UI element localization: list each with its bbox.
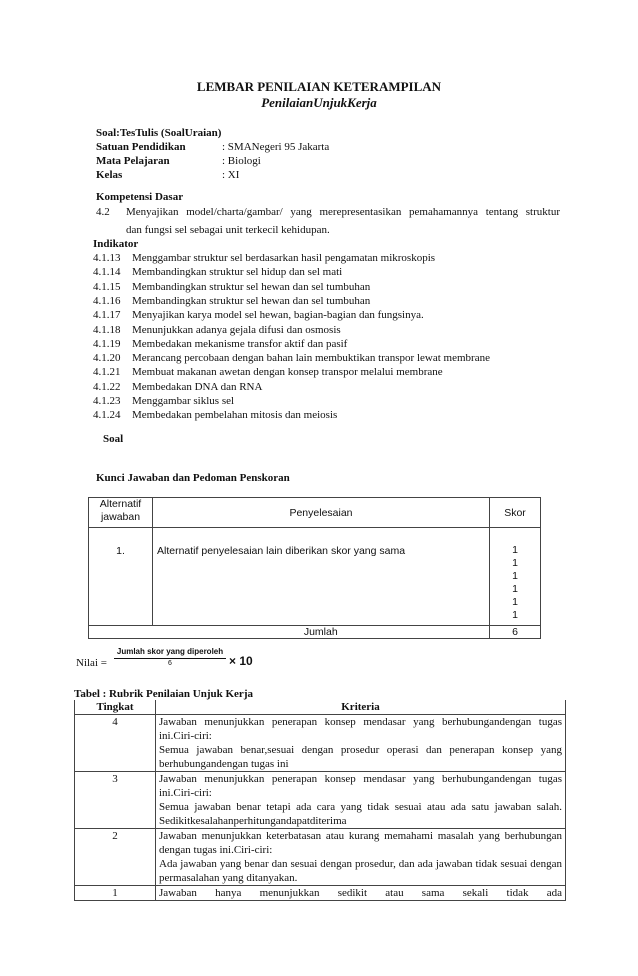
- score-5: 1: [512, 596, 518, 608]
- kompetensi-number: 4.2: [96, 206, 110, 218]
- indikator-text: Menggambar struktur sel berdasarkan hasil pengamatan mikroskopis: [132, 252, 436, 264]
- answer-row-text: Alternatif penyelesaian lain diberikan skor yang sama: [153, 528, 490, 626]
- total-label: Jumlah: [153, 626, 490, 639]
- indikator-text: Membandingkan struktur sel hewan dan sel tumbuhan: [132, 294, 371, 307]
- answer-row-scores: [490, 528, 541, 626]
- rubric-row-2: [75, 829, 566, 886]
- info-value-school: : SMANegeri 95 Jakarta: [222, 141, 330, 153]
- nilai-numerator: Jumlah skor yang diperoleh: [114, 647, 226, 659]
- info-value-class: : XI: [222, 169, 240, 181]
- answer-row-number: 1.: [89, 528, 153, 626]
- info-value-subject: : Biologi: [222, 155, 261, 167]
- rubric-row-4: [75, 715, 566, 772]
- info-label-subject: Mata Pelajaran: [96, 155, 170, 167]
- indikator-text: Membandingkan struktur sel hidup dan sel mati: [132, 266, 343, 279]
- indikator-text: Menggambar siklus sel: [132, 395, 235, 407]
- total-value: 6: [490, 626, 541, 639]
- soal-type: Soal:TesTulis (SoalUraian): [96, 127, 222, 139]
- answer-key-table: [88, 497, 541, 639]
- info-label-class: Kelas: [96, 169, 123, 181]
- kunci-heading: Kunci Jawaban dan Pedoman Penskoran: [96, 472, 290, 484]
- indikator-item: [93, 308, 424, 322]
- indikator-text: Membuat makanan awetan dengan konsep transpor melalui membrane: [132, 366, 443, 379]
- rubric-criteria-line: Jawaban hanya menunjukkan sedikit atau sama sekali tidak ada: [159, 887, 562, 899]
- indikator-item: [93, 365, 443, 379]
- nilai-multiplier: × 10: [229, 654, 253, 668]
- rubric-criteria-line: Ada jawaban yang benar dan sesuai dengan prosedur, dan ada jawaban tidak sesuai dengan permasalahan yang ditanyakan.: [159, 858, 562, 884]
- indikator-item: [93, 280, 370, 294]
- document-title: LEMBAR PENILAIAN KETERAMPILAN: [196, 79, 442, 94]
- nilai-fraction: [114, 647, 226, 669]
- kompetensi-heading: Kompetensi Dasar: [96, 191, 184, 203]
- rubric-header-criteria: Kriteria: [156, 700, 566, 715]
- score-4: 1: [512, 583, 518, 595]
- indikator-text: Membedakan pembelahan mitosis dan meiosis: [132, 409, 338, 422]
- score-2: 1: [512, 557, 518, 569]
- rubric-level: 2: [75, 829, 156, 886]
- indikator-number: 4.1.19: [93, 337, 121, 350]
- indikator-text: Menunjukkan adanya gejala difusi dan osmosis: [132, 323, 341, 336]
- rubric-row-1: [75, 886, 566, 901]
- indikator-item: [93, 251, 435, 265]
- rubric-level: 1: [75, 886, 156, 901]
- rubric-table: [74, 700, 566, 901]
- info-label-school: Satuan Pendidikan: [96, 141, 186, 153]
- score-1: 1: [512, 544, 518, 556]
- document-subtitle: PenilaianUnjukKerja: [261, 95, 377, 110]
- indikator-heading: Indikator: [93, 238, 139, 250]
- rubric-criteria-line: Semua jawaban benar tetapi ada cara yang tidak sesuai atau ada satu jawaban salah. Sedikitkesalahanperhitungandapatditerima: [159, 801, 562, 827]
- indikator-text: Menyajikan karya model sel hewan, bagian-bagian dan fungsinya.: [132, 309, 424, 322]
- header-alternatif-line2: jawaban: [100, 511, 141, 523]
- indikator-number: 4.1.24: [93, 409, 121, 422]
- indikator-number: 4.1.22: [93, 380, 121, 393]
- indikator-item: [93, 337, 347, 351]
- indikator-number: 4.1.21: [93, 366, 121, 379]
- indikator-text: Membedakan mekanisme transfor aktif dan pasif: [132, 337, 348, 350]
- rubric-criteria-line: Jawaban menunjukkan penerapan konsep mendasar yang berhubungandengan tugas ini.Ciri-ciri:: [159, 773, 562, 799]
- indikator-item: [93, 323, 341, 337]
- rubric-criteria-line: Jawaban menunjukkan penerapan konsep mendasar yang berhubungandengan tugas ini.Ciri-ciri:: [159, 716, 562, 742]
- indikator-item: [93, 265, 342, 279]
- total-empty-cell: [89, 626, 153, 639]
- header-alternatif: [89, 498, 153, 528]
- indikator-item: [93, 351, 490, 365]
- rubric-row-3: [75, 772, 566, 829]
- indikator-text: Merancang percobaan dengan bahan lain membuktikan transpor lewat membrane: [132, 352, 490, 365]
- indikator-item: [93, 380, 262, 394]
- rubric-header-level: Tingkat: [75, 700, 156, 715]
- indikator-number: 4.1.15: [93, 280, 121, 293]
- indikator-item: [93, 394, 234, 408]
- header-alternatif-line1: Alternatif: [99, 498, 142, 510]
- soal-heading: Soal: [103, 433, 124, 445]
- rubric-criteria-line: Jawaban menunjukkan keterbatasan atau kurang memahami masalah yang berhubungan dengan tugas ini.Ciri-ciri:: [159, 830, 562, 856]
- nilai-denominator: 6: [168, 660, 172, 667]
- indikator-number: 4.1.18: [93, 323, 121, 336]
- indikator-number: 4.1.17: [93, 309, 121, 322]
- rubric-title: Tabel : Rubrik Penilaian Unjuk Kerja: [74, 688, 253, 700]
- indikator-text: Membandingkan struktur sel hewan dan sel tumbuhan: [132, 280, 371, 293]
- indikator-number: 4.1.20: [93, 352, 121, 365]
- rubric-criteria: [156, 715, 566, 772]
- header-penyelesaian: Penyelesaian: [153, 498, 490, 528]
- rubric-level: 3: [75, 772, 156, 829]
- nilai-prefix: Nilai =: [76, 657, 107, 669]
- kompetensi-text-line1: Menyajikan model/charta/gambar/ yang merepresentasikan pemahamannya tentang struktur: [126, 206, 560, 218]
- score-3: 1: [512, 570, 518, 582]
- indikator-item: [93, 408, 337, 422]
- indikator-number: 4.1.23: [93, 395, 121, 407]
- indikator-number: 4.1.16: [93, 294, 121, 307]
- indikator-text: Membedakan DNA dan RNA: [132, 380, 263, 393]
- rubric-criteria: [156, 772, 566, 829]
- rubric-level: 4: [75, 715, 156, 772]
- indikator-number: 4.1.14: [93, 266, 121, 279]
- indikator-item: [93, 294, 370, 308]
- rubric-criteria-line: Semua jawaban benar,sesuai dengan prosedur operasi dan penerapan konsep yang berhubungandengan tugas ini: [159, 744, 562, 770]
- kompetensi-text-line2: dan fungsi sel sebagai unit terkecil kehidupan.: [126, 224, 330, 236]
- indikator-number: 4.1.13: [93, 252, 121, 264]
- score-6: 1: [512, 609, 518, 621]
- header-skor: Skor: [490, 498, 541, 528]
- rubric-criteria: [156, 829, 566, 886]
- rubric-criteria: [156, 886, 566, 901]
